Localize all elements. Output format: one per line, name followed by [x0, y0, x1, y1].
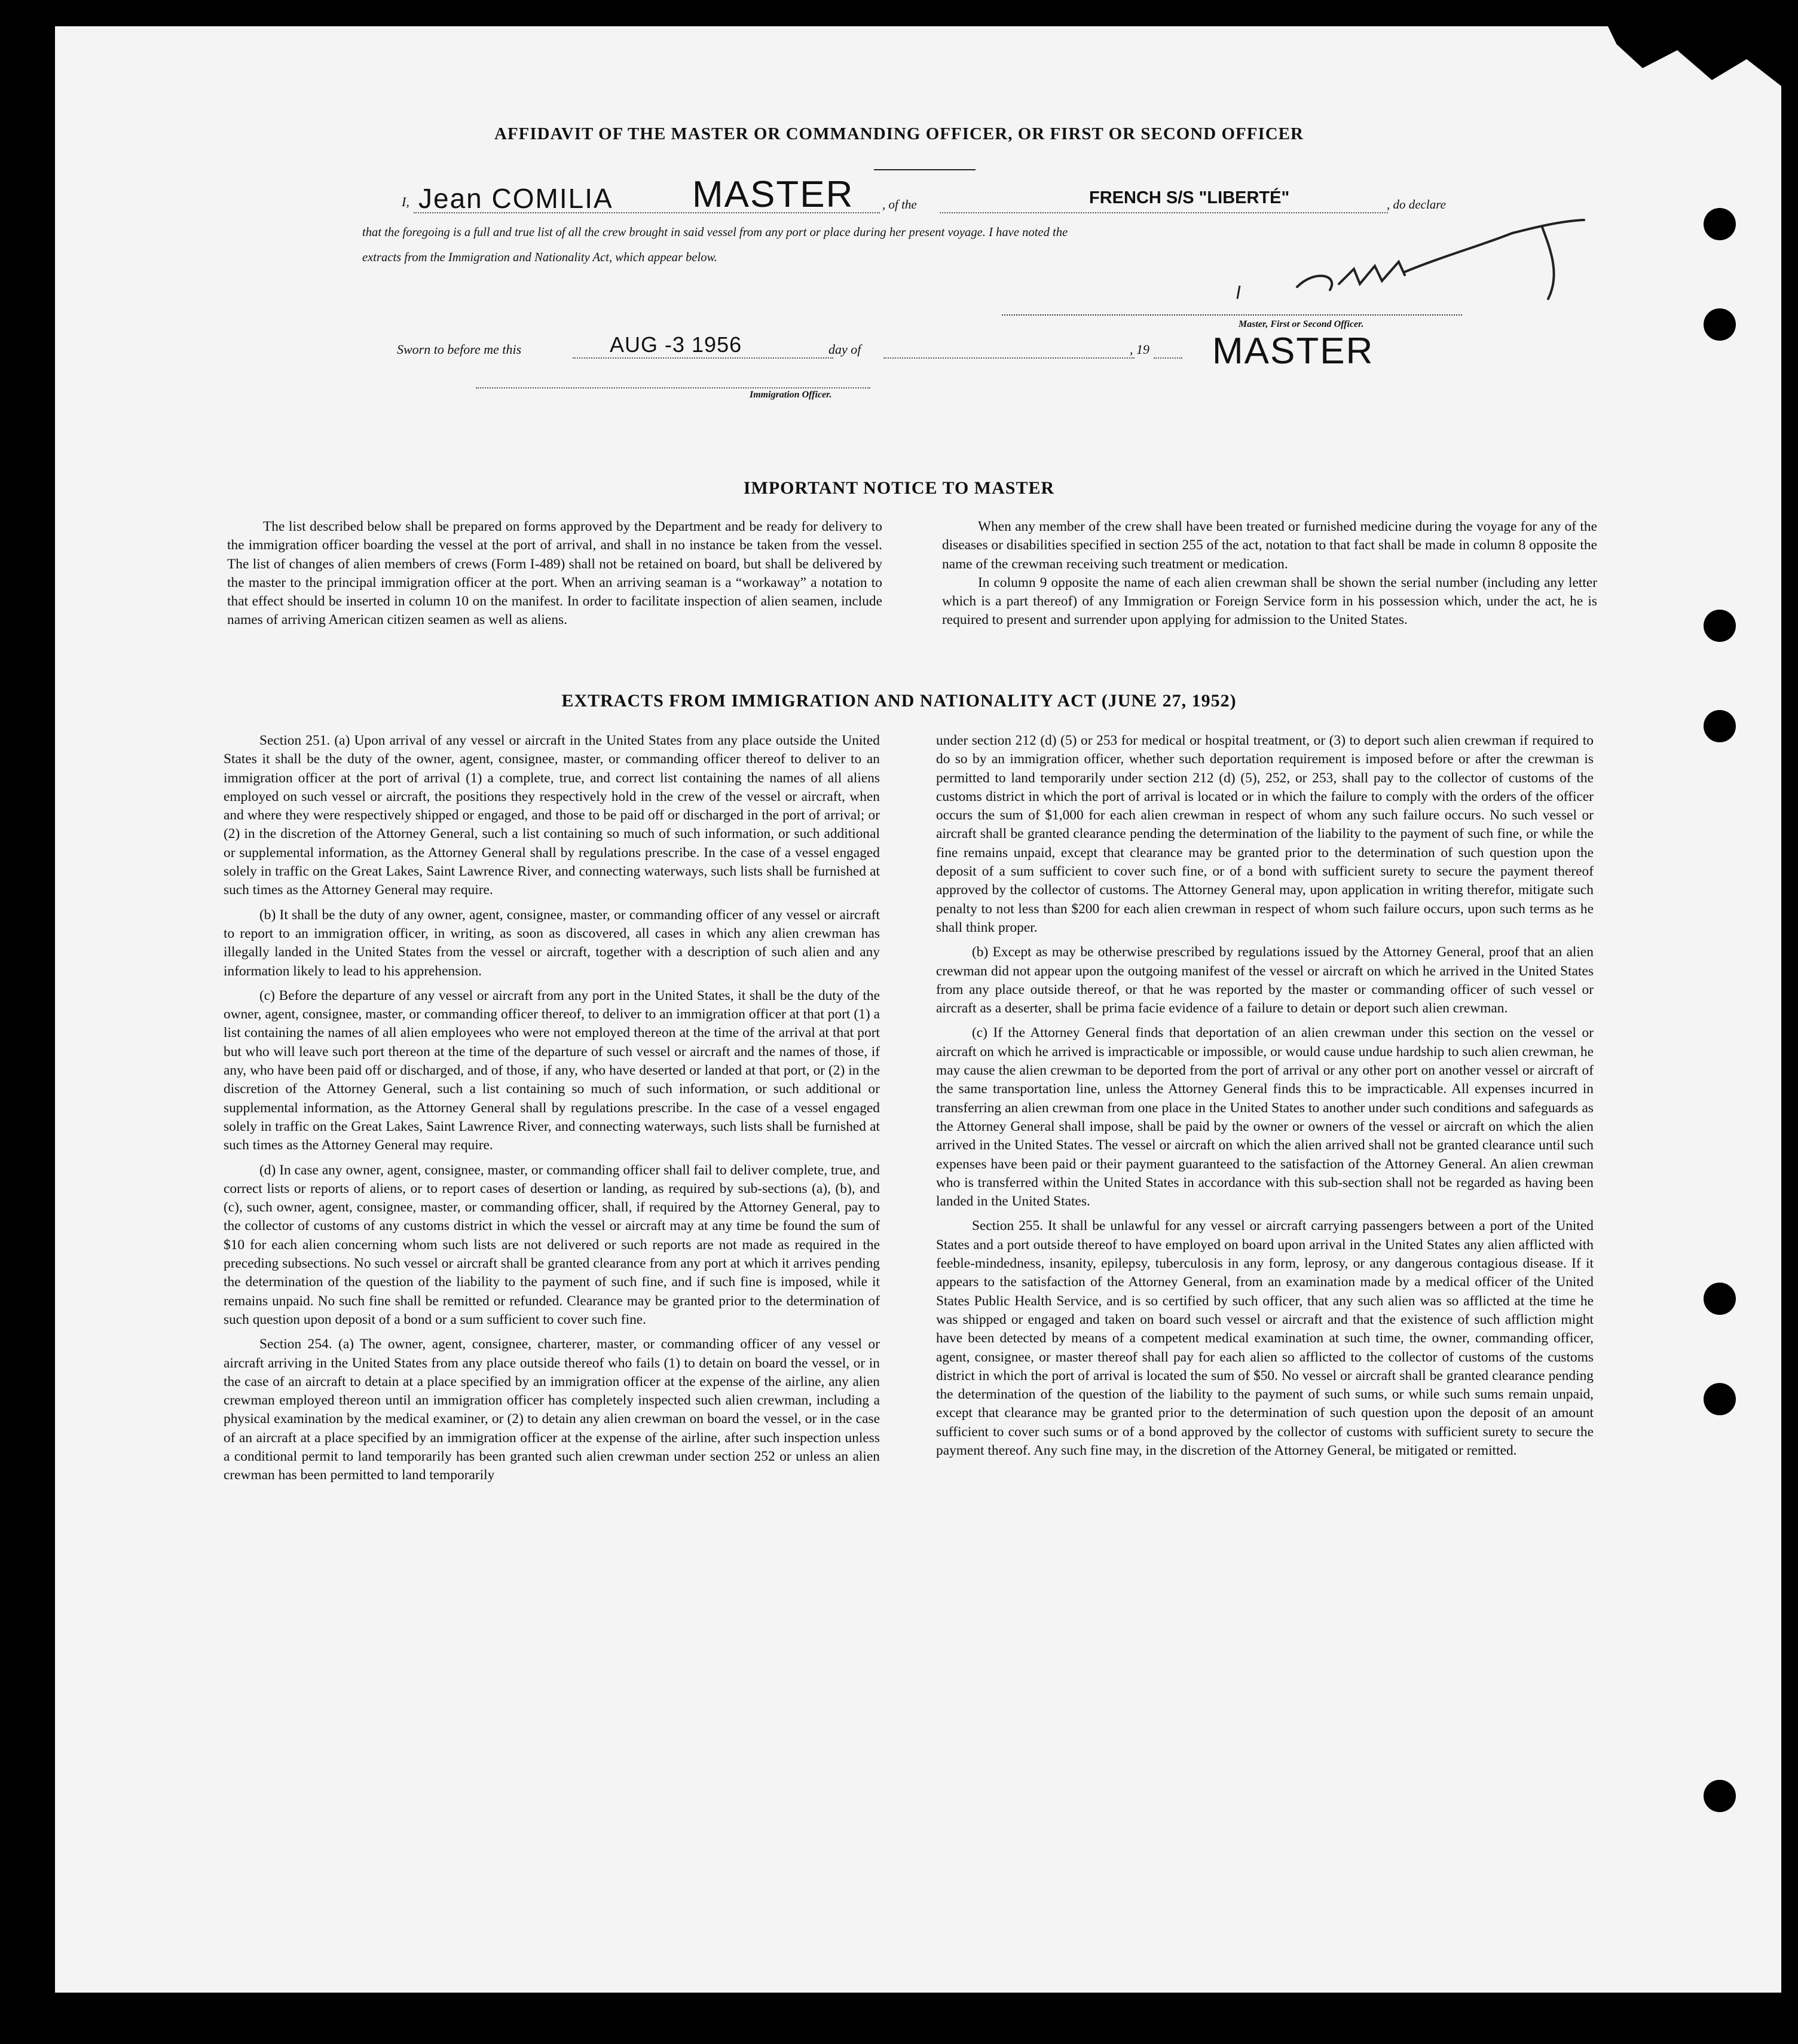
notice-heading: IMPORTANT NOTICE TO MASTER — [743, 478, 1055, 498]
section-254-a-continued: under section 212 (d) (5) or 253 for medical or hospital treatment, or (3) to deport such alien crewman if required to do so by an immigration officer, whether such deportation requirement is imposed before or after the crewman is permitted to land temporarily under section 212 (d) (5), 252, or 253, shall pay to the collector of customs of the customs district in which the port of arrival is located or in which the failure to comply with the orders of the officer occurs the sum of $1,000 for each alien crewman in respect of whom any such failure occurs. No such vessel or aircraft shall be granted clearance pending the determination of the liability to the payment of such fine, or while the fine remains unpaid, except that clearance may be granted prior to the determination of such question upon the deposit of a sum sufficient to cover such fine, or of a bond with sufficient surety to secure the payment thereof approved by the collector of customs. The Attorney General may, upon application in writing therefor, mitigate such penalty to not less than $200 for each alien crewman in respect of whom such failure occurs, upon such terms as he shall think proper. — [936, 733, 1594, 935]
title-rule — [874, 169, 976, 170]
binder-hole — [1704, 710, 1736, 742]
immigration-officer-line — [476, 387, 870, 388]
extracts-heading: EXTRACTS FROM IMMIGRATION AND NATIONALITY ACT (JUNE 27, 1952) — [561, 691, 1237, 711]
binder-hole — [1704, 1780, 1736, 1812]
binder-hole — [1704, 208, 1736, 240]
binder-hole — [1704, 1383, 1736, 1415]
officer-caption: Master, First or Second Officer. — [1239, 319, 1364, 329]
stamp-master: MASTER — [1212, 331, 1374, 372]
sworn-date: AUG -3 1956 — [610, 332, 742, 357]
sworn-date-line — [573, 357, 833, 359]
binder-hole — [1704, 308, 1736, 341]
section-254-b: (b) Except as may be otherwise prescribed by regulations issued by the Attorney General, proof that an alien crewman did not appear upon the outgoing manifest of the vessel or aircraft on which he arrived in the United States from any place outside thereof, or that he was reported by the master or commanding officer of such vessel or aircraft as a deserter, shall be prima facie evidence of a failure to detain or deport such alien crewman. — [936, 944, 1594, 1017]
master-name: Jean COMILIA — [418, 183, 613, 214]
vessel-name: FRENCH S/S "LIBERTÉ" — [1089, 188, 1290, 207]
section-254-c: (c) If the Attorney General finds that deportation of an alien crewman under this section on the vessel or aircraft on which he arrived is impracticable or impossible, or would cause undue hardship to such alien crewman, he may cause the alien crewman to be deported from the port of arrival or any other port on another vessel or aircraft of the same transportation line, unless the Attorney General finds this to be impracticable. All expenses incurred in transferring an alien crewman from one place in the United States to another under such conditions and safeguards as the Attorney General shall impose, shall be paid by the owner or owners of the vessel or aircraft on which the alien arrived in the United States. The vessel or aircraft on which the alien arrived shall not be granted clearance until such expenses have been paid or their payment guaranteed to the satisfaction of the Attorney General. An alien crewman who is transferred within the United States in accordance with this sub-section shall not be regarded as having been landed in the United States. — [936, 1025, 1594, 1210]
section-251-c: (c) Before the departure of any vessel or aircraft from any port in the United States, it shall be the duty of the owner, agent, consignee, master, or commanding officer thereof, to deliver to an immigration officer at that port (1) a list containing the names of all alien employees who were not employed thereon at the time of the arrival at that port but who will leave such port thereon at the time of the departure of such vessel or aircraft and the names of those, if any, who have been paid off or discharged, and of those, if any, who have deserted or landed at that port, or (2) in the discretion of the Attorney General, such a list containing so much of such information, or such additional or supplemental information, as the Attorney General shall by regulations prescribe. In the case of a vessel engaged solely in traffic on the Great Lakes, Saint Lawrence River, and connecting waterways, such lists shall be furnished at such times as the Attorney General may require. — [224, 987, 880, 1153]
section-251-d: (d) In case any owner, agent, consignee, master, or commanding officer shall fail to deliver complete, true, and correct lists or reports of aliens, or to report cases of desertion or landing, as required by sub-sections (a), (b), and (c), such owner, agent, consignee, master, or commanding officer, shall, if required by the Attorney General, pay to the collector of customs of any customs district in which the vessel or aircraft may at any time be found the sum of $10 for each alien concerning whom such lists are not delivered or such reports are not made as required in the preceding subsections. No such vessel or aircraft shall be granted clearance from any port at which it arrives pending the determination of the question of the liability to the payment of such fine, and if such fine is imposed, while it remains unpaid. No such fine shall be remitted or refunded. Clearance may be granted prior to the determination of such question upon deposit of a bond or a sum sufficient to cover such fine. — [224, 1162, 880, 1327]
section-251-a: Section 251. (a) Upon arrival of any vessel or aircraft in the United States from any place outside the United States it shall be the duty of the owner, agent, consignee, master, or commanding officer thereof to deliver to an immigration officer at the port of arrival (1) a complete, true, and correct list containing the names of all aliens employed on such vessel or aircraft, the positions they respectively hold in the crew of the vessel or aircraft, when and where they were respectively shipped or engaged, and those to be paid off or discharged in the port of arrival; or (2) in the discretion of the Attorney General, such a list containing so much of such information, or such additional or supplemental information, as the Attorney General shall by regulations prescribe. In the case of a vessel engaged solely in traffic on the Great Lakes, Saint Lawrence River, and connecting waterways, such lists shall be furnished at such times as the Attorney General may require. — [224, 733, 880, 898]
notice-right-paragraph-2: In column 9 opposite the name of each alien crewman shall be shown the serial number (including any letter which is a part thereof) of any Immigration or Foreign Service form in his possession which, under the act, he is required to present and surrender upon applying for admission to the United States. — [942, 574, 1597, 628]
of-the-label: , of the — [882, 197, 917, 212]
officer-signature-line — [1002, 314, 1462, 316]
binder-hole — [1704, 1283, 1736, 1315]
extracts-left-column — [224, 732, 880, 1491]
immigration-officer-caption: Immigration Officer. — [750, 390, 832, 400]
sworn-label: Sworn to before me this — [397, 342, 522, 357]
master-signature — [1225, 209, 1596, 305]
notice-right-paragraph-1: When any member of the crew shall have been treated or furnished medicine during the voyage for any of the diseases or disabilities specified in section 255 of the act, notation to that fact shall be made in column 8 opposite the name of the crewman receiving such treatment or medication. — [942, 519, 1597, 572]
notice-left-column — [227, 518, 882, 636]
binder-hole — [1704, 610, 1736, 642]
year-line — [1154, 357, 1182, 359]
declaration-line1: that the foregoing is a full and true list of all the crew brought in said vessel from any port or place during her present voyage. I have noted the — [362, 226, 1068, 239]
section-251-b: (b) It shall be the duty of any owner, agent, consignee, master, or commanding officer of any vessel or aircraft to report to an immigration officer, in writing, as soon as discovered, all cases in which any alien crewman has illegally landed in the United States from the vessel or aircraft, together with a description of such alien and any information likely to lead to his apprehension. — [224, 907, 880, 979]
declaration-line2: extracts from the Immigration and Nationality Act, which appear below. — [362, 251, 717, 264]
extracts-right-column — [936, 732, 1594, 1466]
section-255: Section 255. It shall be unlawful for any vessel or aircraft carrying passengers between a port of the United States and a port outside thereof to have employed on board upon arrival in the United States any alien afflicted with feeble-mindedness, insanity, epilepsy, tuberculosis in any form, leprosy, or any dangerous contagious disease. If it appears to the satisfaction of the Attorney General, from an examination made by a medical officer of the United States Public Health Service, and is so certified by such officer, that any such alien was so afflicted at the time he was shipped or engaged and taken on board such vessel or aircraft and that the existence of such affliction might have been detected by means of a competent medical examination at such time, the owner, commanding officer, agent, consignee, or master thereof shall pay for each alien so afflicted to the collector of customs of the customs district in which the port of arrival is located the sum of $50. No vessel or aircraft shall be granted clearance pending the determination of the question of the liability to the payment of such sums, or while such sums remain unpaid, except that clearance may be granted prior to the determination of such question upon the deposit of an amount sufficient to cover such sums or of a bond approved by the collector of customs with sufficient surety to secure the payment thereof. Any such fine may, in the discretion of the Attorney General, be mitigated or remitted. — [936, 1218, 1594, 1458]
notice-left-paragraph: The list described below shall be prepared on forms approved by the Department and be ready for delivery to the immigration officer boarding the vessel at the port of arrival, and shall in no instance be taken from the vessel. The list of changes of alien members of crews (Form I-489) shall not be retained on board, but shall be delivered by the master to the principal immigration officer at the port. When an arriving seaman is a “workaway” a notation to that effect should be inserted in column 10 on the manifest. In order to facilitate inspection of alien seamen, include names of arriving American citizen seamen as well as aliens. — [227, 519, 882, 628]
i-label: I, — [402, 194, 409, 209]
day-of-label: day of — [828, 342, 861, 357]
day-of-line — [883, 357, 1135, 359]
master-rank: MASTER — [692, 174, 854, 215]
do-declare: , do declare — [1387, 197, 1446, 212]
year-prefix: , 19 — [1130, 342, 1149, 357]
notice-right-column — [942, 518, 1597, 636]
name-line — [414, 212, 880, 213]
section-254-a: Section 254. (a) The owner, agent, consignee, charterer, master, or commanding officer of any vessel or aircraft arriving in the United States from any place outside thereof who fails (1) to detain on board the vessel, or in the case of an aircraft to detain at a place specified by an immigration officer at the expense of the airline, any alien crewman employed thereon until an immigration officer has completely inspected such alien crewman, including a physical examination by the medical examiner, or (2) to detain any alien crewman on board the vessel, or in the case of an aircraft at a place specified by an immigration officer at the expense of the airline, after such inspection unless a conditional permit to land temporarily has been granted such alien crewman under section 252 or unless an alien crewman has been permitted to land temporarily — [224, 1336, 880, 1483]
affidavit-title: AFFIDAVIT OF THE MASTER OR COMMANDING OFFICER, OR FIRST OR SECOND OFFICER — [494, 124, 1304, 143]
